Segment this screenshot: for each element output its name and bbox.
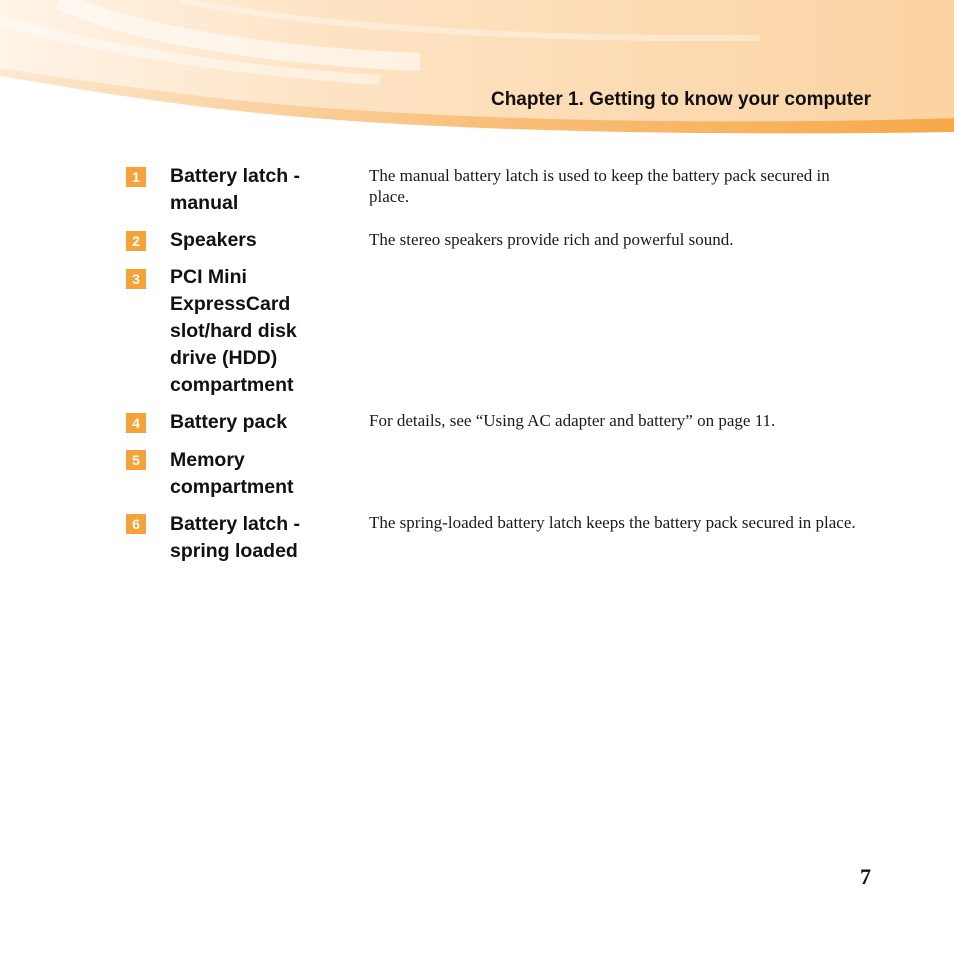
item-term: Battery latch - spring loaded bbox=[170, 513, 301, 562]
item-description: The spring-loaded battery latch keeps the battery pack secured in place. bbox=[369, 513, 856, 532]
item-description: The manual battery latch is used to keep the battery pack secured in place. bbox=[369, 166, 830, 206]
header-decoration bbox=[0, 0, 954, 140]
callout-number-badge: 1 bbox=[126, 167, 146, 187]
item-term: Speakers bbox=[170, 229, 257, 251]
callout-number-badge: 4 bbox=[126, 413, 146, 433]
item-term: Battery pack bbox=[170, 411, 288, 433]
callout-number-badge: 6 bbox=[126, 514, 146, 534]
item-term: PCI Mini ExpressCard slot/hard disk drive (HDD) compartment bbox=[170, 266, 297, 396]
callout-number-badge: 5 bbox=[126, 450, 146, 470]
page-number: 7 bbox=[860, 864, 871, 889]
item-description: The stereo speakers provide rich and powerful sound. bbox=[369, 230, 734, 249]
item-description: For details, see “Using AC adapter and battery” on page 11. bbox=[369, 411, 776, 430]
callout-number-badge: 2 bbox=[126, 231, 146, 251]
chapter-title: Chapter 1. Getting to know your computer bbox=[490, 89, 871, 110]
callout-number-badge: 3 bbox=[126, 269, 146, 289]
item-term: Memory compartment bbox=[170, 449, 294, 498]
item-term: Battery latch - manual bbox=[170, 165, 301, 214]
